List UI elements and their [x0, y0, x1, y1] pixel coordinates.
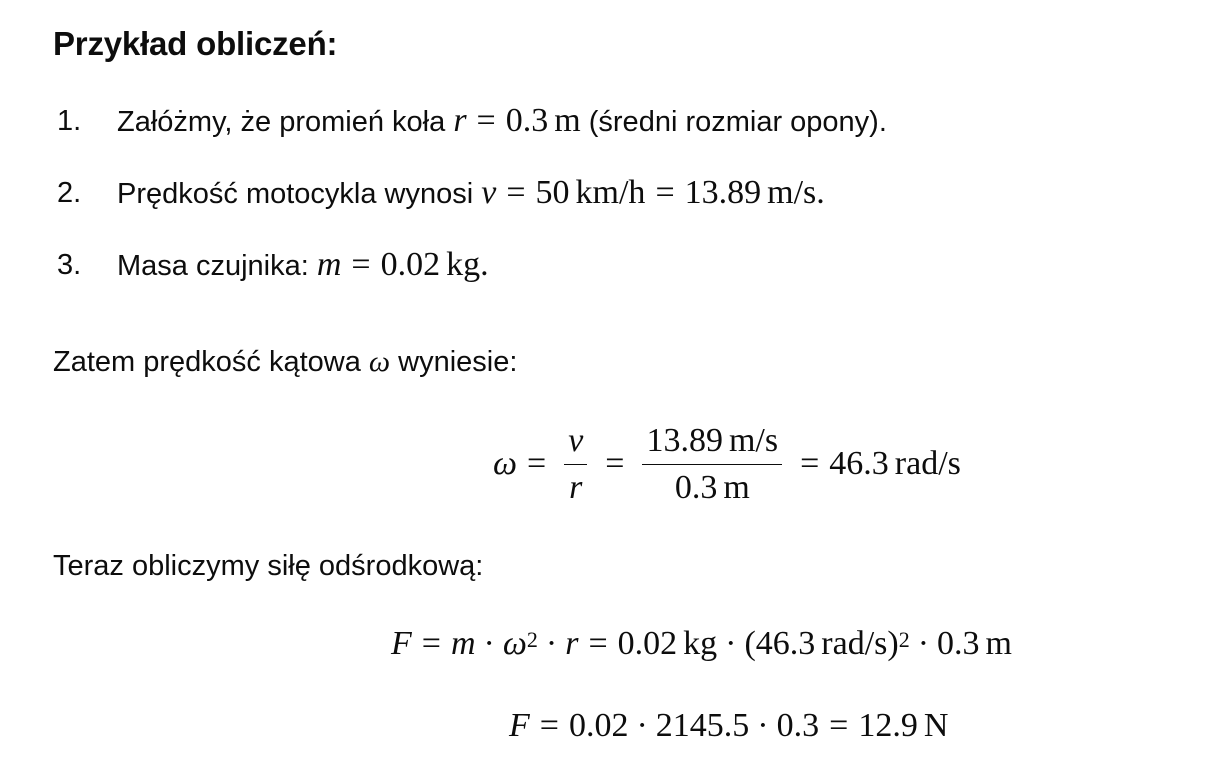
- fraction-denominator: r: [569, 468, 583, 506]
- var-r: r: [453, 102, 467, 139]
- force-formula-2: [509, 696, 948, 756]
- fraction-numerator: v: [564, 418, 587, 465]
- force-lhs: F: [509, 707, 530, 744]
- para-text-after: wyniesie:: [390, 346, 518, 378]
- para-text-before: Zatem prędkość kątowa: [53, 346, 369, 378]
- item-text-after: (średni rozmiar opony).: [580, 106, 887, 138]
- equals-sign: =: [588, 625, 608, 662]
- omega-symbol-glyph: ω: [368, 345, 391, 378]
- equals-sign: =: [351, 246, 371, 283]
- equals-sign: =: [800, 445, 820, 482]
- var-v: v: [481, 174, 497, 211]
- fraction-denominator: [671, 465, 754, 511]
- var-r: r: [565, 625, 579, 662]
- item-text-before: Prędkość motocykla wynosi: [117, 178, 482, 210]
- force-formula-block-2: [53, 696, 1173, 756]
- var-omega: ω: [502, 625, 527, 662]
- omega-symbol: [369, 345, 390, 378]
- omega-formula: [493, 416, 961, 512]
- denominator-unit: m: [723, 468, 750, 506]
- omega-formula-block: [53, 416, 1173, 512]
- speed-ms-unit: m/s: [767, 174, 817, 211]
- omega-value: 46.3: [755, 625, 816, 662]
- multiply-dot: ·: [757, 707, 769, 744]
- force-lhs: F: [391, 625, 412, 662]
- close-paren: ): [887, 625, 899, 662]
- mass-expression: [317, 246, 489, 283]
- multiply-dot: ·: [725, 625, 737, 662]
- equals-sign: =: [655, 174, 675, 211]
- speed-ms-value: 13.89: [684, 174, 762, 211]
- radius-value: 0.3: [505, 102, 549, 139]
- omega-lhs: ω: [493, 445, 518, 482]
- factor-radius: 0.3: [776, 707, 820, 744]
- force-formula-1: [391, 614, 1012, 674]
- multiply-dot: ·: [917, 625, 930, 662]
- section-heading: Przykład obliczeń:: [53, 25, 338, 62]
- item-text-after: .: [816, 174, 825, 211]
- exponent: 2: [898, 627, 910, 652]
- multiply-dot: ·: [636, 707, 648, 744]
- numerator-value: 13.89: [646, 421, 723, 459]
- radius-expression: [453, 102, 580, 139]
- omega-result-unit: rad/s: [894, 445, 961, 482]
- omega-intro-paragraph: [53, 340, 517, 384]
- item-text-before: Załóżmy, że promień koła: [117, 106, 454, 138]
- list-item-text: [117, 240, 489, 291]
- equals-sign: =: [539, 707, 559, 744]
- equals-sign: =: [829, 707, 849, 744]
- equals-sign: =: [605, 445, 625, 482]
- equals-sign: =: [421, 625, 441, 662]
- factor-omega-squared: 2145.5: [655, 707, 750, 744]
- mass-unit: kg: [683, 625, 718, 662]
- force-result-unit: N: [923, 707, 949, 744]
- multiply-dot: ·: [483, 625, 495, 662]
- list-number: 3.: [57, 249, 82, 281]
- numerator-unit: m/s: [728, 421, 779, 459]
- fraction-v-over-r: [564, 418, 587, 511]
- open-paren: (: [744, 625, 756, 662]
- radius-unit: m: [554, 102, 581, 139]
- force-result-value: 12.9: [858, 707, 918, 744]
- mass-unit: kg: [446, 246, 481, 283]
- exponent: 2: [526, 627, 538, 652]
- list-item-text: [117, 96, 887, 147]
- speed-kmh-unit: km/h: [575, 174, 646, 211]
- force-formula-block-1: [53, 614, 1173, 674]
- factor-mass: 0.02: [568, 707, 629, 744]
- list-number: 1.: [57, 105, 82, 137]
- omega-result-value: 46.3: [829, 445, 889, 482]
- multiply-dot: ·: [545, 625, 558, 662]
- fraction-values: [642, 418, 782, 511]
- item-text-after: .: [480, 246, 489, 283]
- equals-sign: =: [506, 174, 526, 211]
- equals-sign: =: [476, 102, 496, 139]
- var-m: m: [316, 246, 342, 283]
- mass-value: 0.02: [380, 246, 441, 283]
- speed-expression: [481, 174, 825, 211]
- mass-value: 0.02: [617, 625, 678, 662]
- denominator-value: 0.3: [674, 468, 718, 506]
- radius-value: 0.3: [937, 625, 980, 662]
- item-text-before: Masa czujnika:: [117, 250, 317, 282]
- fraction-numerator: [642, 418, 782, 465]
- var-m: m: [450, 625, 476, 662]
- omega-unit: rad/s: [821, 625, 888, 662]
- speed-kmh-value: 50: [535, 174, 570, 211]
- list-item-text: [117, 168, 825, 219]
- list-number: 2.: [57, 177, 82, 209]
- force-intro-paragraph: Teraz obliczymy siłę odśrodkową:: [53, 550, 484, 582]
- radius-unit: m: [985, 625, 1012, 662]
- equals-sign: =: [527, 445, 547, 482]
